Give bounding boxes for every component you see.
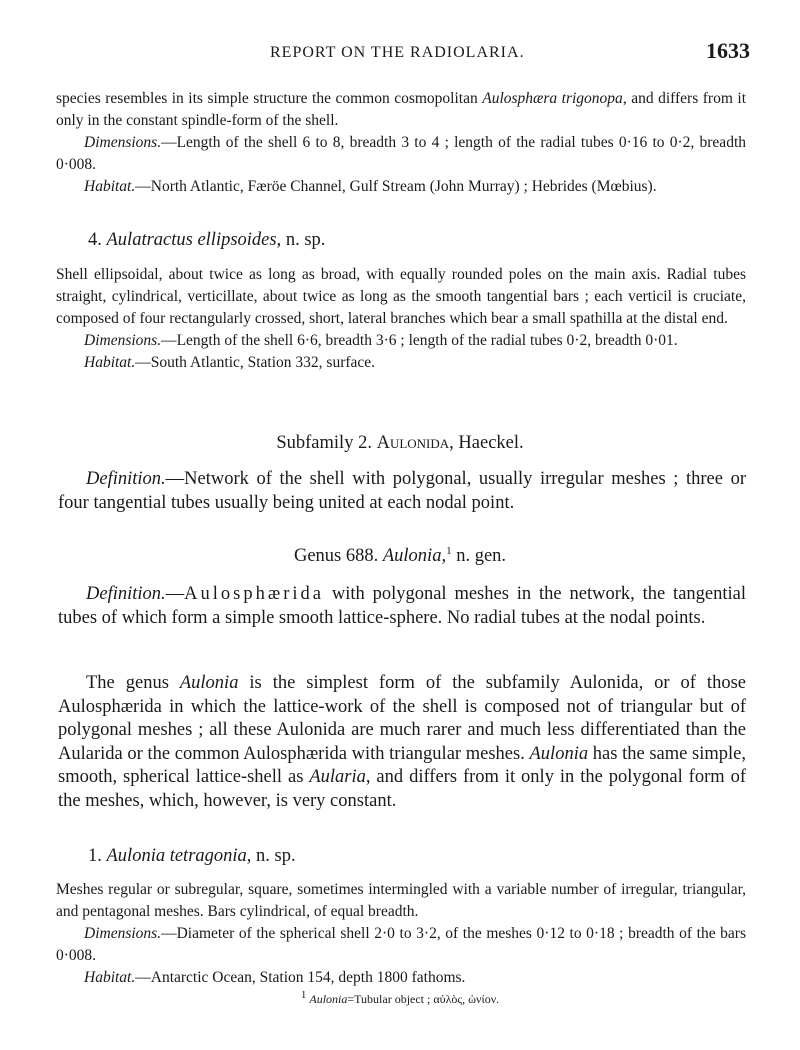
dimensions-label: Dimensions. — [84, 332, 162, 349]
footnote-mark: 1 — [300, 989, 307, 1001]
habitat-label: Habitat. — [84, 969, 136, 986]
habitat-text: —Antarctic Ocean, Station 154, depth 1800 fathoms. — [135, 969, 466, 986]
spaced-term: Aulosphærida — [184, 584, 324, 604]
genus-heading — [0, 545, 800, 567]
subfamily-name: Aulonida — [376, 433, 450, 453]
species1-heading — [0, 846, 800, 867]
genus-prefix: Genus 688. — [293, 546, 383, 567]
text-run: is the simplest form of the subfamily Aulonida, or of those Aulosphærida in which the lattice-work of the shell is composed not of triangular but of polygonal meshes ; all these Aulonida are much rarer and much less differentiated than the Aularida or the common Aulosphærida with triangular meshes. — [58, 673, 746, 764]
text-run: has the same simple, smooth, spherical lattice-shell as — [58, 743, 746, 787]
species-number: 4. — [88, 230, 102, 250]
prev-habitat — [56, 176, 746, 198]
species4-heading — [0, 230, 800, 251]
italic-term: Aularia — [309, 767, 366, 787]
definition-label: Definition. — [86, 469, 166, 489]
species1-habitat — [56, 967, 746, 989]
dimensions-label: Dimensions. — [84, 134, 162, 151]
species-name: Aulosphæra trigonopa — [482, 90, 623, 107]
subfamily-heading — [0, 433, 800, 454]
footnote — [0, 989, 800, 1007]
habitat-text: —North Atlantic, Færöe Channel, Gulf Stream (John Murray) ; Hebrides (Mœbius). — [135, 178, 657, 195]
species1-description: Meshes regular or subregular, square, sometimes intermingled with a variable number of irregular, triangular, and pentagonal meshes. Bars cylindrical, of equal breadth. — [56, 881, 746, 920]
genus-paragraph — [0, 672, 746, 813]
habitat-label: Habitat. — [84, 178, 136, 195]
dimensions-text: —Length of the shell 6 to 8, breadth 3 to 4 ; length of the radial tubes 0·16 to 0·2, breadth 0·008. — [56, 134, 746, 173]
genus-suffix: n. gen. — [451, 546, 507, 567]
page-number: 1633 — [706, 38, 750, 63]
running-title: REPORT ON THE RADIOLARIA. — [270, 44, 525, 61]
dimensions-text: —Length of the shell 6·6, breadth 3·6 ; length of the radial tubes 0·2, breadth 0·01. — [161, 332, 678, 349]
footnote-mark: 1 — [446, 545, 452, 557]
dash: — — [165, 584, 185, 604]
footnote-term: Aulonia — [309, 992, 348, 1006]
definition-text: —Network of the shell with polygonal, usually irregular meshes ; three or four tangential tubes usually being united at each nodal point. — [58, 469, 746, 513]
italic-term: Aulonia — [179, 673, 239, 693]
dimensions-text: —Diameter of the spherical shell 2·0 to 3·2, of the meshes 0·12 to 0·18 ; breadth of the bars 0·008. — [56, 925, 746, 964]
species-name: Aulatractus ellipsoides — [106, 230, 277, 250]
species4-block — [0, 264, 746, 374]
dimensions-label: Dimensions. — [84, 925, 162, 942]
genus-name: Aulonia, — [382, 546, 447, 567]
species-suffix: , n. sp. — [246, 846, 296, 866]
habitat-text: —South Atlantic, Station 332, surface. — [135, 354, 376, 371]
text-run: , and differs from it only in the constant spindle-form of the shell. — [56, 90, 746, 129]
footnote-text: =Tubular object ; αὐλὸς, ὠνίον. — [347, 992, 500, 1006]
page-header — [0, 38, 800, 68]
species4-habitat — [56, 352, 746, 374]
text-run: species resembles in its simple structure the common cosmopolitan — [56, 90, 483, 107]
prev-species-text — [56, 88, 746, 132]
definition-label: Definition. — [86, 584, 166, 604]
species-suffix: , n. sp. — [276, 230, 326, 250]
subfamily-suffix: , Haeckel. — [449, 433, 524, 453]
italic-term: Aulonia — [529, 743, 589, 764]
prev-dimensions — [56, 132, 746, 176]
habitat-label: Habitat. — [84, 354, 136, 371]
text-run: The genus — [86, 673, 180, 693]
text-run: , and differs from it only in the polygonal form of the meshes, which, however, is very constant. — [58, 767, 746, 811]
subfamily-prefix: Subfamily 2. — [276, 433, 377, 453]
species1-dimensions — [56, 923, 746, 967]
species-name: Aulonia tetragonia — [106, 846, 247, 866]
species-number: 1. — [88, 846, 102, 866]
genus-definition — [0, 583, 746, 630]
definition-text: with polygonal meshes in the network, the tangential tubes of which form a simple smooth lattice-sphere. No radial tubes at the nodal points. — [58, 584, 746, 628]
prev-species-block — [0, 88, 746, 198]
species1-block — [0, 879, 746, 989]
subfamily-definition — [0, 468, 746, 515]
species4-description: Shell ellipsoidal, about twice as long as broad, with equally rounded poles on the main axis. Radial tubes straight, cylindrical, verticillate, about twice as long as the smooth tangential bars ; each verticil is cruciate, composed of four rectangularly crossed, short, lateral branches which bear a small spathilla at the distal end. — [56, 266, 746, 327]
species4-dimensions — [56, 330, 746, 352]
